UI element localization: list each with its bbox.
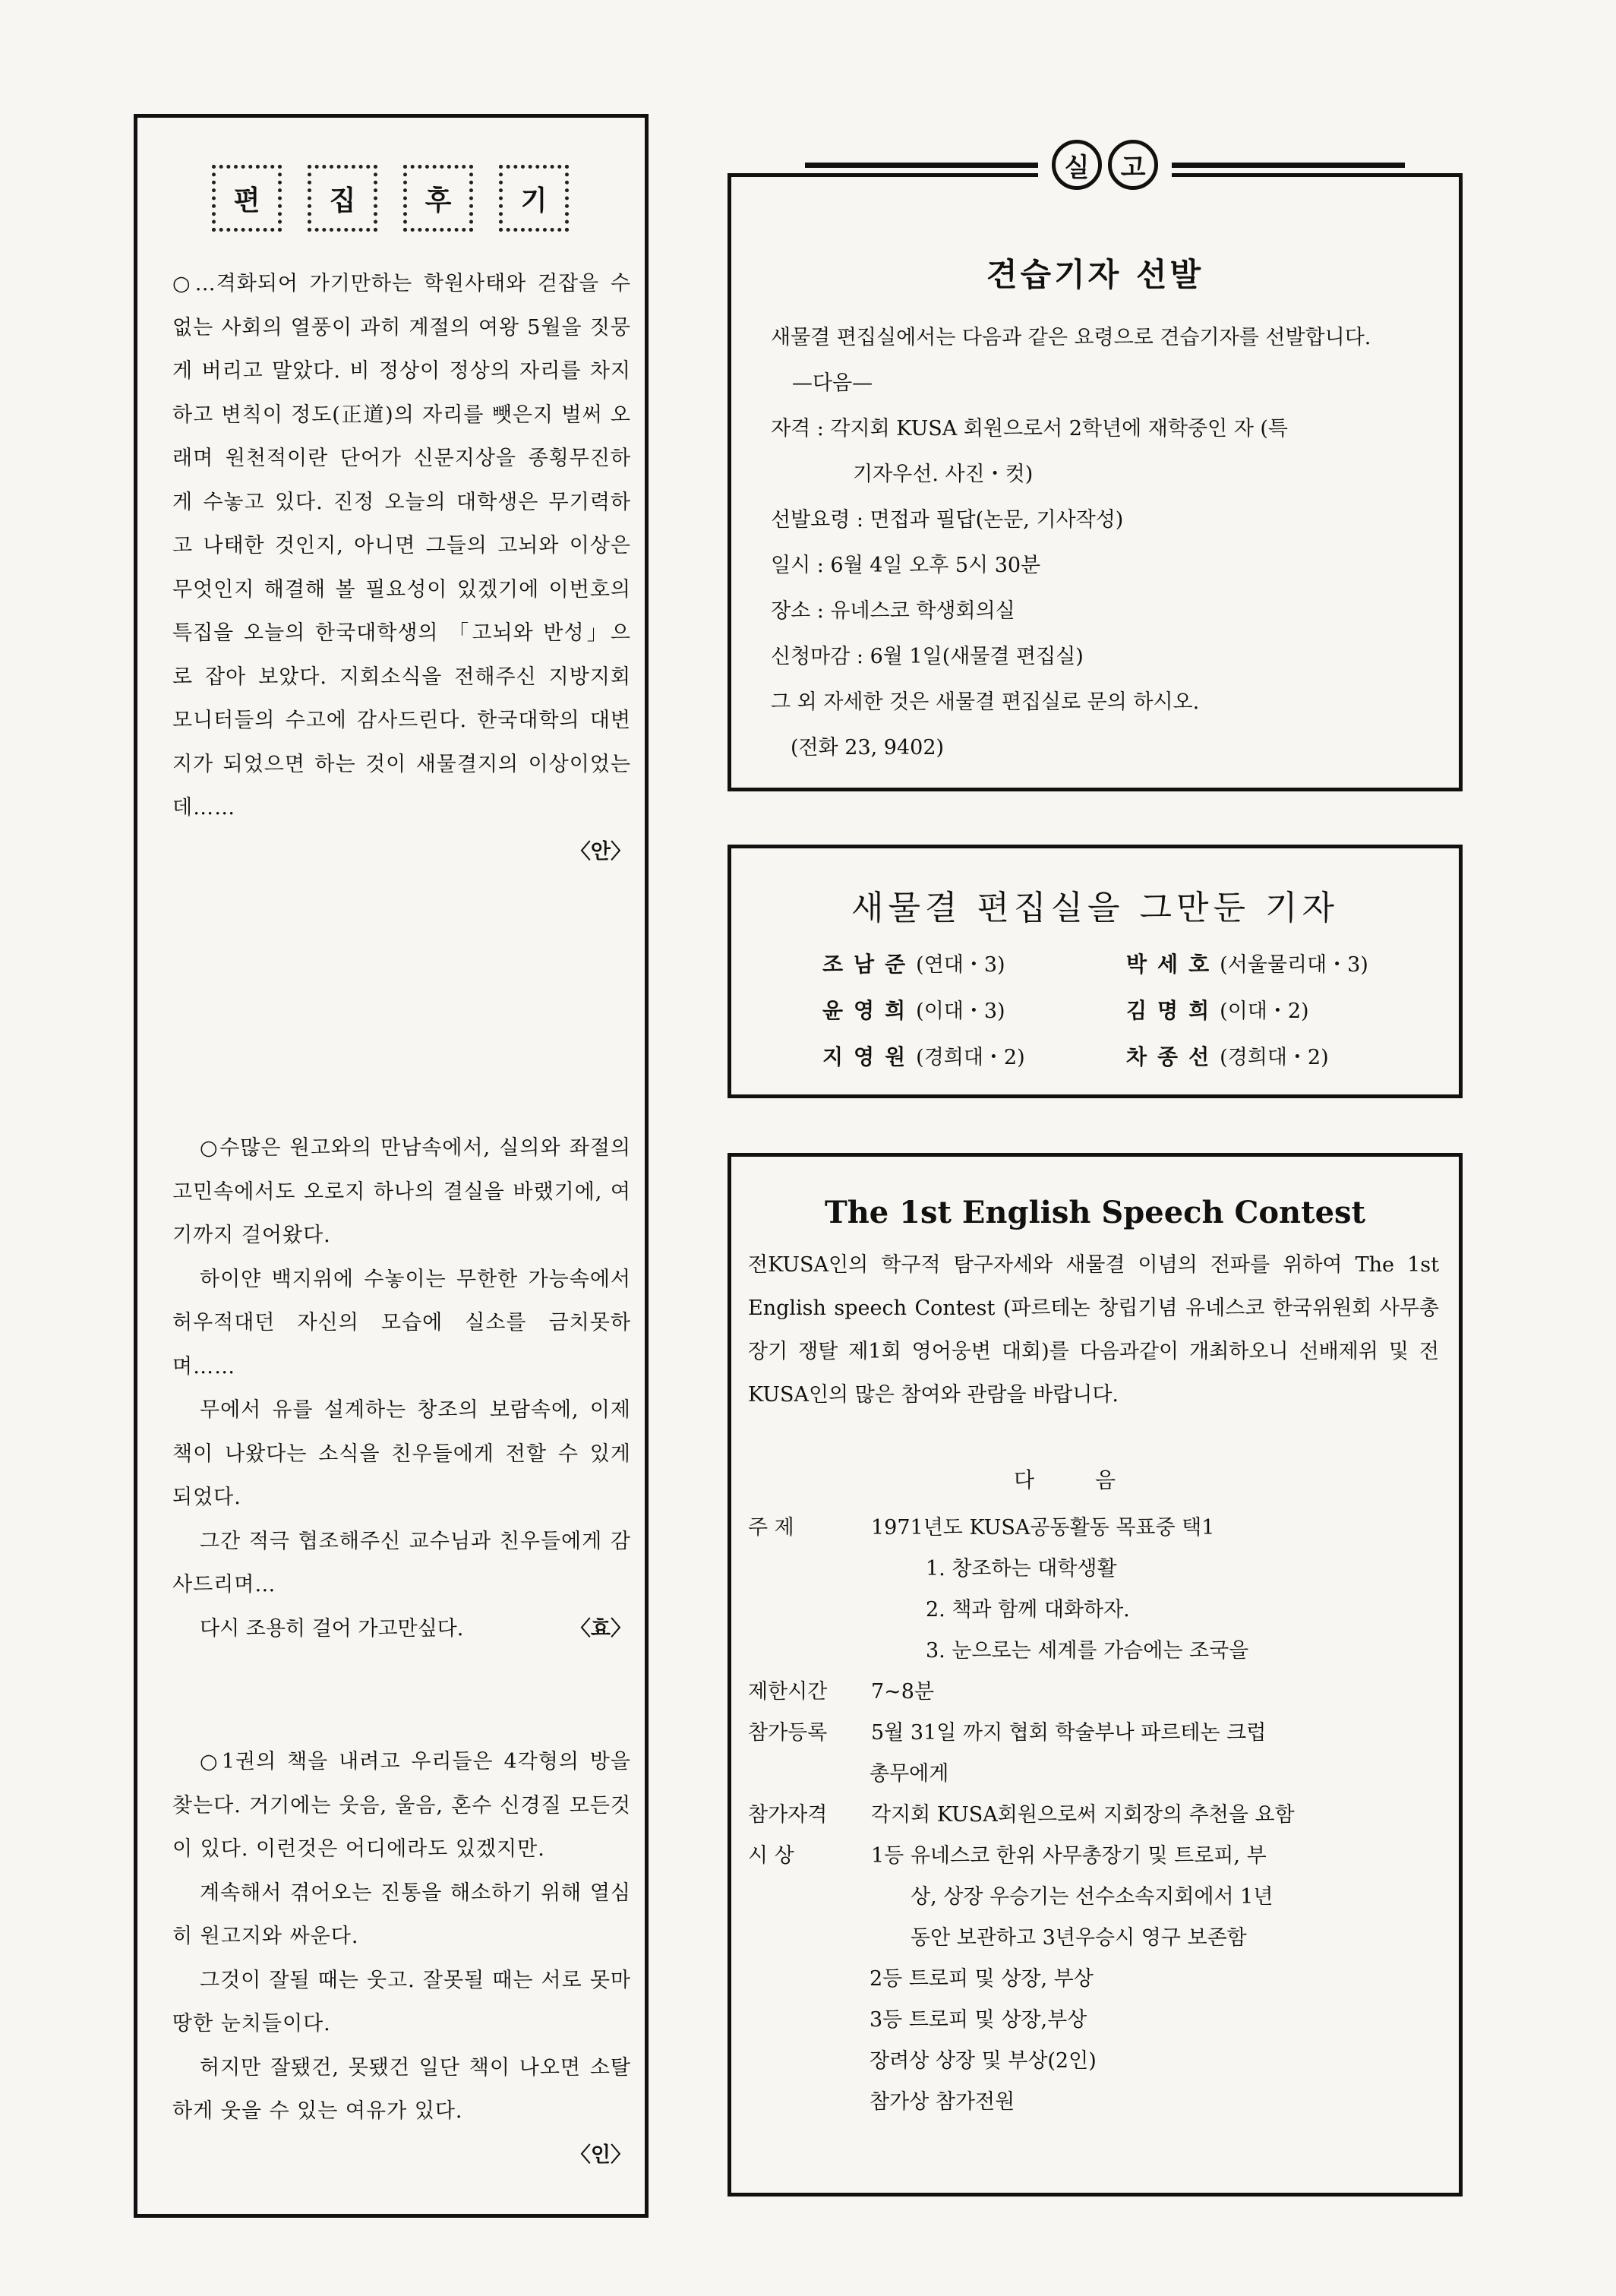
recruit-qualification-cont: 기자우선. 사진・컷): [853, 463, 1034, 486]
essay-paragraph: 하이얀 백지위에 수놓이는 무한한 가능속에서 허우적대던 자신의 모습에 실소를 금치못하며……: [172, 1267, 631, 1379]
recruit-intro: 새물결 편집실에서는 다음과 같은 요령으로 견습기자를 선발합니다.: [771, 326, 1371, 349]
person-school: (연대・3): [916, 953, 1005, 977]
essay-signature: 〈인〉: [570, 2143, 631, 2167]
award-cont: 상, 상장 우승기는 선수소속지회에서 1년: [911, 1885, 1274, 1909]
editorial-title: [212, 165, 645, 232]
person-school: (서울물리대・3): [1220, 953, 1368, 977]
person-name: 차종선: [1126, 1044, 1220, 1069]
essay-signature: 〈안〉: [570, 839, 631, 864]
essay-paragraph: 계속해서 겪어오는 진통을 해소하기 위해 열심히 원고지와 싸운다.: [172, 1881, 631, 1948]
essay-signature: 〈효〉: [570, 1616, 631, 1641]
recruit-qualification: 자격 : 각지회 KUSA 회원으로서 2학년에 재학중인 자 (특: [771, 417, 1288, 441]
contest-topic: 1. 창조하는 대학생활: [926, 1557, 1117, 1581]
recruit-label: [805, 138, 1405, 191]
recruit-method: 선발요령 : 면접과 필답(논문, 기사작성): [771, 508, 1124, 532]
contest-center-heading: 다음: [1013, 1467, 1177, 1492]
essay-paragraph: ○1권의 책을 내려고 우리들은 4각형의 방을 찾는다. 거기에는 웃음, 울음, 혼수 신경질 모든것이 있다. 이런것은 어디에라도 있겠지만.: [172, 1750, 631, 1861]
row-value: 각지회 KUSA회원으로써 지회장의 추천을 요함: [871, 1803, 1295, 1827]
person-school: (이대・3): [916, 1000, 1005, 1023]
row-label: 주 제: [748, 1516, 794, 1540]
award-line: 3등 트로피 및 상장,부상: [870, 2008, 1087, 2032]
editorial-title-char: 기: [499, 165, 569, 232]
person-name: 김명희: [1126, 998, 1220, 1023]
resigned-reporters-box: [728, 845, 1463, 1098]
person-school: (경희대・2): [916, 1046, 1025, 1069]
resigned-person: [822, 1038, 1126, 1077]
row-value: 5월 31일 까지 협회 학술부나 파르테논 크럽: [871, 1721, 1267, 1745]
row-value: 1등 유네스코 한위 사무총장기 및 트로피, 부: [871, 1844, 1267, 1868]
label-rule: [1172, 163, 1405, 168]
editorial-title-char: 집: [308, 165, 377, 232]
essay-paragraph: 그것이 잘될 때는 웃고. 잘못될 때는 서로 못마땅한 눈치들이다.: [172, 1968, 631, 2035]
recruit-date: 일시 : 6월 4일 오후 5시 30분: [771, 554, 1041, 577]
contest-details: [748, 1508, 1439, 2123]
contest-topic: 2. 책과 함께 대화하자.: [926, 1598, 1130, 1622]
editorial-essay-1: [172, 262, 631, 873]
resigned-person: [1126, 1038, 1445, 1077]
editorial-title-char: 편: [212, 165, 282, 232]
resigned-person: [822, 992, 1126, 1031]
resigned-person: [822, 946, 1126, 984]
row-label: 제한시간: [748, 1680, 828, 1704]
row-label: 참가자격: [748, 1803, 828, 1827]
label-rule: [805, 163, 1038, 168]
person-school: (이대・2): [1220, 1000, 1309, 1023]
contest-eligibility-row: [748, 1795, 1439, 1836]
recruit-deadline: 신청마감 : 6월 1일(새물결 편집실): [771, 645, 1084, 668]
recruit-body: [748, 315, 1439, 771]
editorial-essay-2: [172, 1126, 631, 1650]
row-label: 참가등록: [748, 1721, 828, 1745]
resigned-list: [822, 946, 1445, 1077]
editorial-title-char: 후: [403, 165, 473, 232]
recruit-inquiry: 그 외 자세한 것은 새물결 편집실로 문의 하시오.: [771, 690, 1200, 714]
essay-paragraph: ○수많은 원고와의 만남속에서, 실의와 좌절의 고민속에서도 오로지 하나의 결실을 바랬기에, 여기까지 걸어왔다.: [172, 1136, 631, 1247]
recruit-dash: —다음—: [792, 371, 873, 395]
row-label: 시 상: [748, 1844, 794, 1868]
label-circle-char: 실: [1052, 140, 1102, 190]
person-name: 박세호: [1126, 952, 1220, 977]
person-name: 윤영희: [822, 998, 917, 1023]
recruit-phone: (전화 23, 9402): [791, 736, 945, 760]
person-name: 조남준: [822, 952, 917, 977]
row-value: 7~8분: [871, 1680, 935, 1704]
recruit-place: 장소 : 유네스코 학생회의실: [771, 599, 1015, 623]
contest-intro-text: 전KUSA인의 학구적 탐구자세와 새물결 이념의 전파를 위하여 The 1st English speech Contest (파르테논 창립기념 유네스코 한국위원회 사무총장기 쟁탈 제1회 영어웅변 대회)를 다음과같이 개최하오니 선배제위 및 전 KUSA인의 많은 참여와 관람을 바랍니다.: [748, 1253, 1439, 1407]
award-line: 2등 트로피 및 상장, 부상: [870, 1967, 1094, 1991]
award-line: 장려상 상장 및 부상(2인): [870, 2049, 1097, 2073]
recruit-notice-box: [728, 173, 1463, 791]
contest-intro: [748, 1243, 1439, 1416]
row-value: 1971년도 KUSA공동활동 목표중 택1: [871, 1516, 1215, 1540]
award-cont: 동안 보관하고 3년우승시 영구 보존함: [911, 1926, 1247, 1950]
resigned-person: [1126, 992, 1445, 1031]
contest-registration-row: [748, 1713, 1439, 1754]
contest-award-row: [748, 1836, 1439, 1877]
essay-paragraph: 허지만 잘됐건, 못됐건 일단 책이 나오면 소탈하게 웃을 수 있는 여유가 있다.: [172, 2055, 631, 2123]
contest-topic: 3. 눈으로는 세계를 가슴에는 조국을: [926, 1639, 1249, 1663]
award-line: 참가상 참가전원: [870, 2090, 1015, 2114]
label-circle-char: 고: [1108, 140, 1158, 190]
essay-paragraph: 다시 조용히 걸어 가고만싶다.: [200, 1616, 464, 1641]
essay-paragraph: 그간 적극 협조해주신 교수님과 친우들에게 감사드리며…: [172, 1529, 631, 1596]
resigned-title: 새물결 편집실을 그만둔 기자: [851, 889, 1339, 927]
contest-title: The 1st English Speech Contest: [824, 1195, 1366, 1230]
editorial-column: [134, 114, 649, 2218]
person-school: (경희대・2): [1220, 1046, 1329, 1069]
editorial-essay-3: [172, 1740, 631, 2177]
contest-time-row: [748, 1672, 1439, 1713]
contest-registration-cont: 총무에게: [870, 1762, 949, 1786]
resigned-person: [1126, 946, 1445, 984]
person-name: 지영원: [822, 1044, 917, 1069]
speech-contest-box: [728, 1153, 1463, 2197]
recruit-title: 견습기자 선발: [986, 256, 1204, 293]
essay-paragraph: 무에서 유를 설계하는 창조의 보람속에, 이제 책이 나왔다는 소식을 친우들에게 전할 수 있게 되었다.: [172, 1398, 631, 1509]
essay-paragraph: ○…격화되어 가기만하는 학원사태와 걷잡을 수 없는 사회의 열풍이 과히 계절의 여왕 5월을 짓뭉게 버리고 말았다. 비 정상이 정상의 자리를 차지하고 변칙이 정도(正道)의 자리를 뺏은지 벌써 오래며 원천적이란 단어가 신문지상을 종횡무진하게 수놓고 있다. 진정 오늘의 대학생은 무기력하고 나태한 것인지, 아니면 그들의 고뇌와 이상은 무엇인지 해결해 볼 필요성이 있겠기에 이번호의 특집을 오늘의 한국대학생의 「고뇌와 반성」으로 잡아 보았다. 지회소식을 전해주신 지방지회 모니터들의 수고에 감사드린다. 한국대학의 대변지가 되었으면 하는 것이 새물결지의 이상이었는데……: [172, 272, 631, 820]
contest-theme-row: [748, 1508, 1439, 1549]
